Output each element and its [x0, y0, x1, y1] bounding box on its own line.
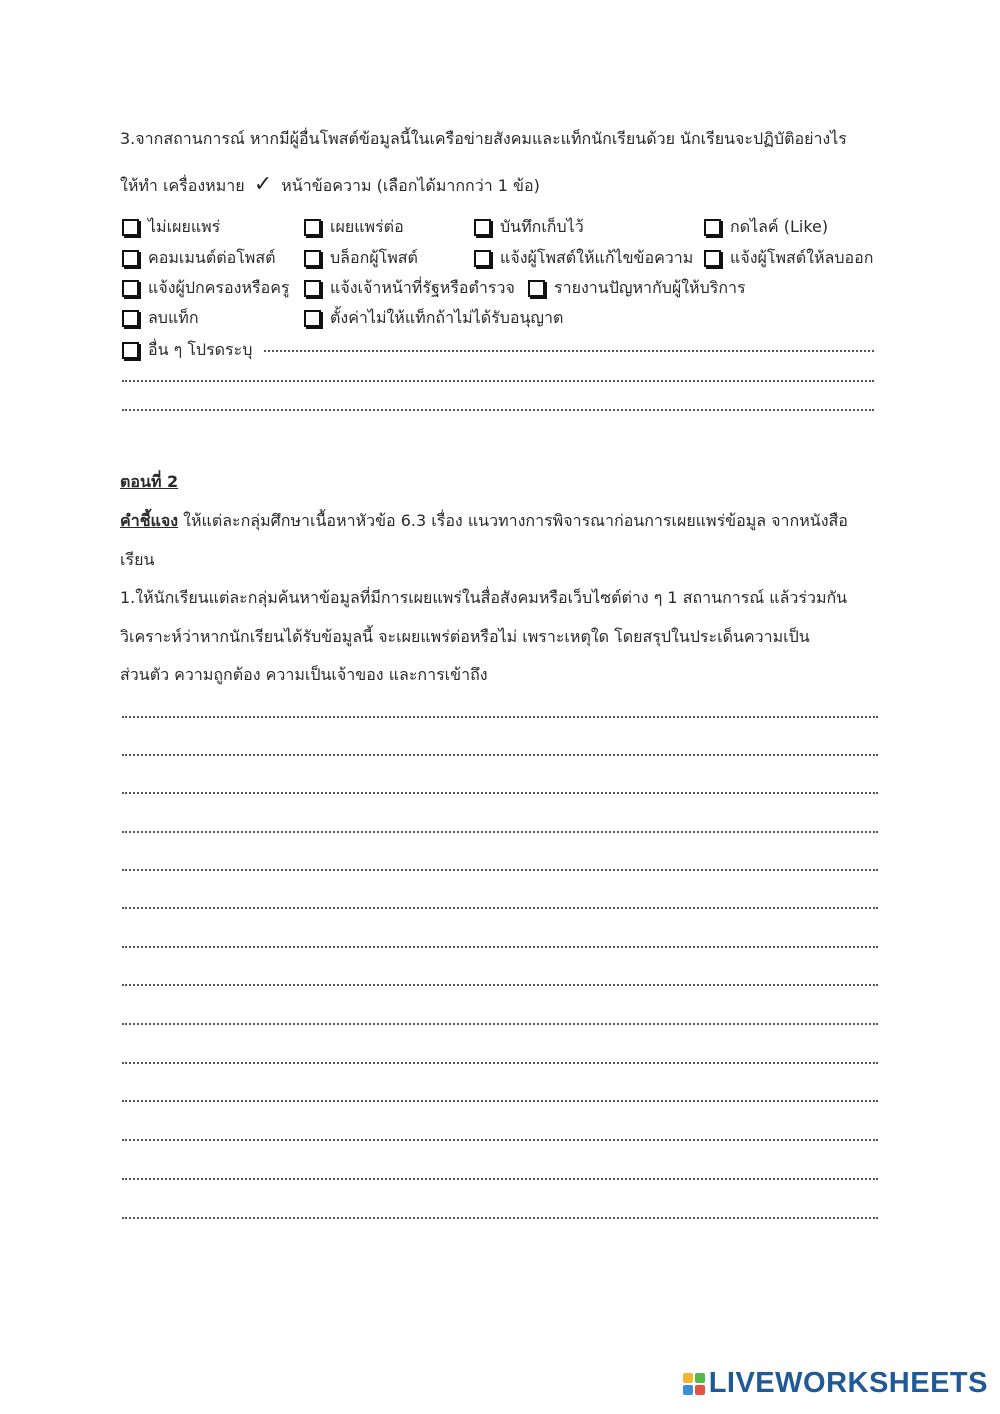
checkbox-icon[interactable]	[122, 219, 139, 236]
logo-square	[683, 1373, 693, 1383]
answer-line[interactable]	[122, 946, 878, 948]
checkbox-icon[interactable]	[122, 250, 139, 267]
question-1-line-2: วิเคราะห์ว่าหากนักเรียนได้รับข้อมูลนี้ จะเผยแพร่ต่อหรือไม่ เพราะเหตุใด โดยสรุปในประเด็นความเป็น	[120, 627, 810, 646]
option-tell-police[interactable]: แจ้งเจ้าหน้าที่รัฐหรือตำรวจ	[304, 276, 515, 301]
checkbox-icon[interactable]	[122, 310, 139, 327]
logo-square	[695, 1373, 705, 1383]
logo-mark-icon	[683, 1373, 705, 1395]
option-not-share[interactable]: ไม่เผยแพร่	[122, 215, 220, 240]
checkbox-icon[interactable]	[304, 250, 321, 267]
logo-square	[695, 1385, 705, 1395]
option-ask-delete[interactable]: แจ้งผู้โพสต์ให้ลบออก	[704, 246, 873, 271]
checkbox-icon[interactable]	[304, 280, 321, 297]
option-other[interactable]: อื่น ๆ โปรดระบุ	[122, 338, 252, 363]
checkbox-icon[interactable]	[704, 219, 721, 236]
answer-line[interactable]	[122, 1217, 878, 1219]
answer-line[interactable]	[122, 716, 878, 718]
answer-line[interactable]	[122, 831, 878, 833]
question-3-instruction	[120, 172, 540, 199]
answer-line[interactable]	[122, 984, 878, 986]
checkbox-icon[interactable]	[474, 250, 491, 267]
part-2-heading: ตอนที่ 2	[120, 472, 179, 491]
check-mark-icon: ✓	[253, 172, 273, 197]
answer-line[interactable]	[122, 1100, 878, 1102]
option-share[interactable]: เผยแพร่ต่อ	[304, 215, 404, 240]
option-block-poster[interactable]: บล็อกผู้โพสต์	[304, 246, 418, 271]
question-1-line-1: 1.ให้นักเรียนแต่ละกลุ่มค้นหาข้อมูลที่มีการเผยแพร่ในสื่อสังคมหรือเว็บไซต์ต่าง ๆ 1 สถานการณ์ แล้วร่วมกัน	[120, 588, 848, 607]
question-1-line-3: ส่วนตัว ความถูกต้อง ความเป็นเจ้าของ และการเข้าถึง	[120, 665, 488, 684]
checkbox-icon[interactable]	[528, 280, 545, 297]
option-remove-tag[interactable]: ลบแท็ก	[122, 306, 199, 331]
answer-line[interactable]	[122, 409, 874, 411]
instruction-line-1	[120, 509, 848, 534]
answer-line[interactable]	[122, 1139, 878, 1141]
checkbox-icon[interactable]	[122, 342, 139, 359]
instruction-line-2: เรียน	[120, 550, 155, 569]
answer-line[interactable]	[122, 1023, 878, 1025]
option-comment[interactable]: คอมเมนต์ต่อโพสต์	[122, 246, 276, 271]
answer-line[interactable]	[122, 380, 874, 382]
option-tag-permission[interactable]: ตั้งค่าไม่ให้แท็กถ้าไม่ได้รับอนุญาต	[304, 306, 563, 331]
logo-text: LIVEWORKSHEETS	[708, 1367, 988, 1399]
answer-line[interactable]	[264, 350, 874, 352]
instruction-before: ให้ทำ เครื่องหมาย	[120, 176, 245, 195]
option-like[interactable]: กดไลค์ (Like)	[704, 215, 828, 240]
checkbox-icon[interactable]	[122, 280, 139, 297]
checkbox-icon[interactable]	[304, 219, 321, 236]
option-tell-parent[interactable]: แจ้งผู้ปกครองหรือครู	[122, 276, 289, 301]
answer-line[interactable]	[122, 1062, 878, 1064]
question-3-text: 3.จากสถานการณ์ หากมีผู้อื่นโพสต์ข้อมูลนี้ในเครือข่ายสังคมและแท็กนักเรียนด้วย นักเรียนจะปฏิบัติอย่างไร	[120, 129, 847, 148]
option-save[interactable]: บันทึกเก็บไว้	[474, 215, 584, 240]
answer-line[interactable]	[122, 869, 878, 871]
logo-square	[683, 1385, 693, 1395]
checkbox-icon[interactable]	[474, 219, 491, 236]
option-report-provider[interactable]: รายงานปัญหากับผู้ให้บริการ	[528, 276, 746, 301]
checkbox-icon[interactable]	[704, 250, 721, 267]
instruction-text: ให้แต่ละกลุ่มศึกษาเนื้อหาหัวข้อ 6.3 เรื่อง แนวทางการพิจารณาก่อนการเผยแพร่ข้อมูล จากหนังสือ	[183, 511, 848, 530]
option-ask-edit[interactable]: แจ้งผู้โพสต์ให้แก้ไขข้อความ	[474, 246, 693, 271]
checkbox-icon[interactable]	[304, 310, 321, 327]
answer-line[interactable]	[122, 1178, 878, 1180]
answer-line[interactable]	[122, 792, 878, 794]
liveworksheets-logo	[683, 1367, 988, 1400]
instruction-label: คำชี้แจง	[120, 511, 179, 530]
answer-line[interactable]	[122, 754, 878, 756]
instruction-after: หน้าข้อความ (เลือกได้มากกว่า 1 ข้อ)	[281, 176, 540, 195]
answer-line[interactable]	[122, 907, 878, 909]
